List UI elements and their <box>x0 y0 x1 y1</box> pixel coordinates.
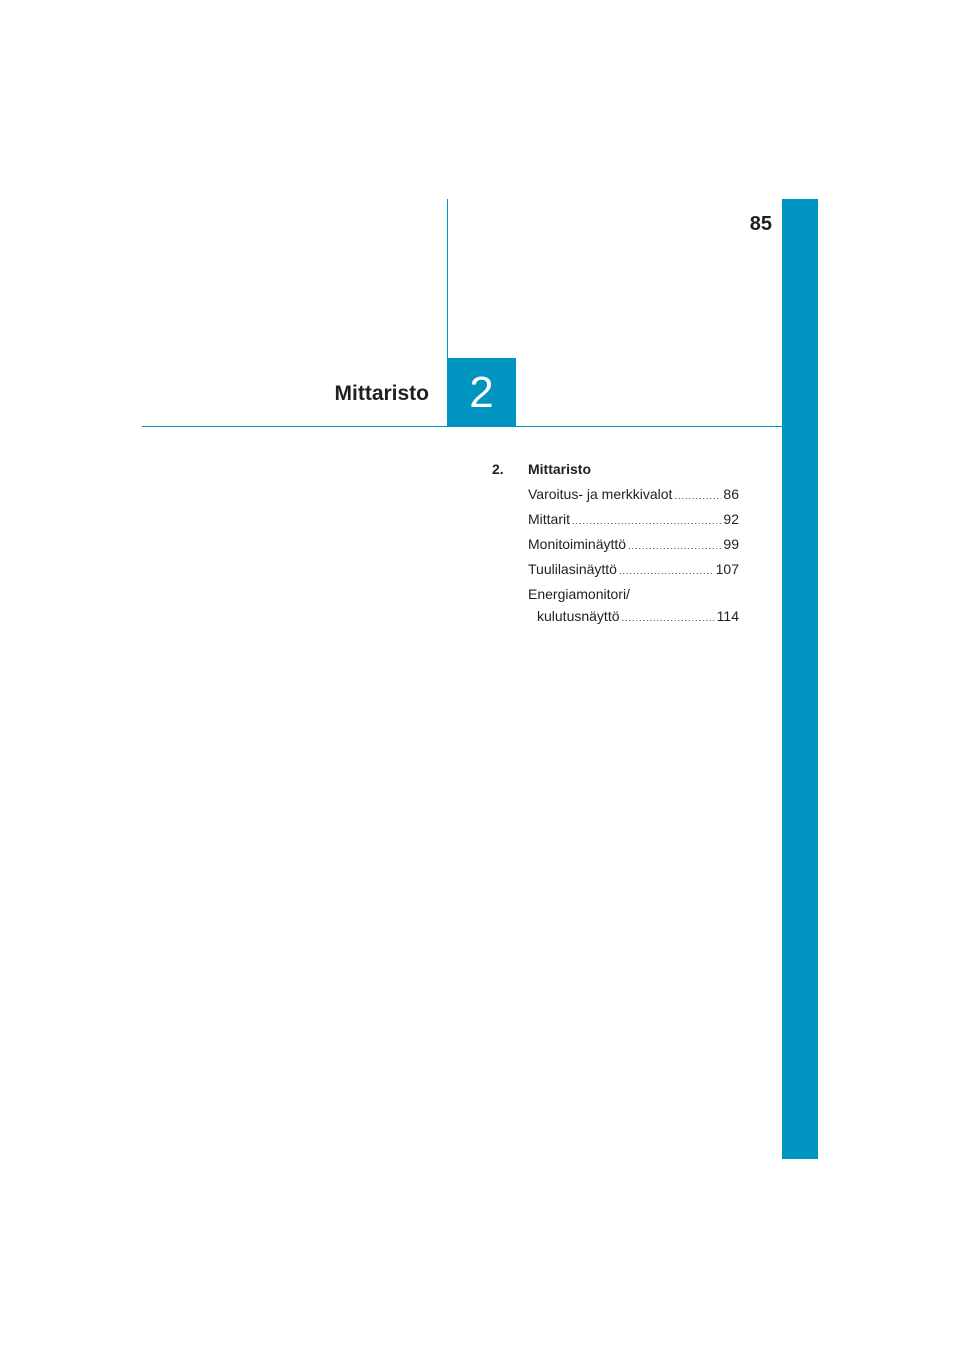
toc-list <box>528 485 739 627</box>
toc-entry-label-line2: kulutusnäyttö <box>537 608 620 624</box>
page-number: 85 <box>749 213 772 235</box>
toc-entry[interactable] <box>528 535 739 560</box>
toc-leader-dots <box>674 487 721 505</box>
toc-entry-label: Tuulilasinäyttö <box>528 561 617 577</box>
toc-entry-page: 86 <box>723 486 739 502</box>
toc-entry[interactable] <box>528 485 739 510</box>
toc-entry-line2 <box>528 607 739 627</box>
toc-entry-multiline[interactable] <box>528 585 739 627</box>
toc-entry-label: Monitoiminäyttö <box>528 536 627 552</box>
toc-entry[interactable] <box>528 510 739 535</box>
side-color-tab <box>782 199 818 1159</box>
toc-entry-page: 99 <box>723 536 739 552</box>
toc-entry-label: Varoitus- ja merkkivalot <box>528 486 673 502</box>
toc-section-title: Mittaristo <box>528 461 591 477</box>
toc-entry[interactable] <box>528 560 739 585</box>
toc-leader-dots <box>622 609 715 627</box>
toc-leader-dots <box>628 537 721 555</box>
vertical-divider <box>447 199 448 359</box>
toc-leader-dots <box>619 562 714 580</box>
toc-entry-label-line1: Energiamonitori/ <box>528 586 630 602</box>
toc-entry-page: 114 <box>716 608 739 624</box>
toc-entry-page: 107 <box>715 561 739 577</box>
toc-section-number: 2. <box>492 461 504 477</box>
chapter-title: Mittaristo <box>334 382 429 405</box>
toc-leader-dots <box>572 512 721 530</box>
toc-entry-page: 92 <box>723 511 739 527</box>
chapter-number-box: 2 <box>447 358 516 427</box>
toc-entry-label: Mittarit <box>528 511 570 527</box>
